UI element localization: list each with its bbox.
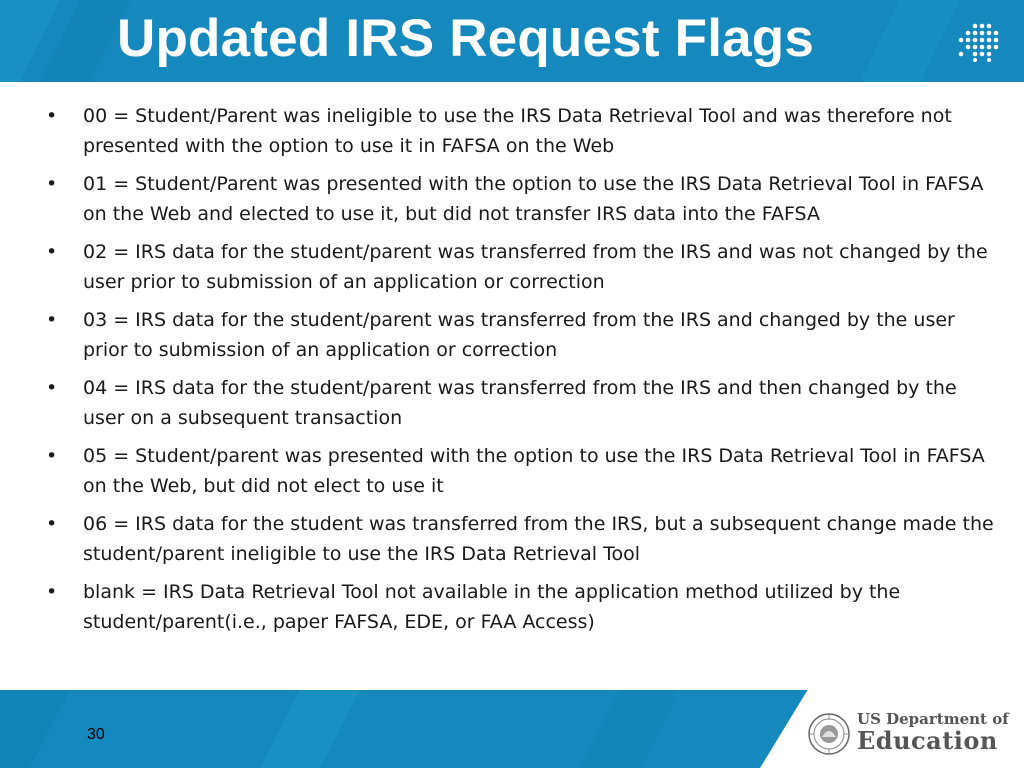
bullet-list: [46, 101, 994, 637]
page-number: 30: [87, 726, 105, 743]
bullet-item: [46, 373, 994, 433]
bullet-item: [46, 101, 994, 161]
bullet-text: 00 = Student/Parent was ineligible to use the IRS Data Retrieval Tool and was therefore not presented with the option to use it in FAFSA on the Web: [83, 105, 952, 157]
bullet-item: [46, 237, 994, 297]
bullet-marker: •: [46, 513, 58, 535]
bullet-text: blank = IRS Data Retrieval Tool not available in the application method utilized by the student/parent(i.e., paper FAFSA, EDE, or FAA Access): [83, 581, 901, 633]
slide-title: Updated IRS Request Flags: [117, 9, 815, 68]
bullet-marker: •: [46, 309, 58, 331]
dot-grid-icon: [955, 22, 1001, 62]
department-logo: [857, 710, 1009, 754]
bullet-marker: •: [46, 105, 58, 127]
header-bar: [0, 0, 1024, 82]
bullet-marker: •: [46, 581, 58, 603]
bullet-text: 01 = Student/Parent was presented with the option to use the IRS Data Retrieval Tool in FAFSA on the Web and elected to use it, but did not transfer IRS data into the FAFSA: [83, 173, 984, 225]
logo-line-1: US Department of: [857, 710, 1009, 728]
bullet-item: [46, 509, 994, 569]
bullet-item: [46, 441, 994, 501]
logo-line-2: Education: [857, 726, 998, 755]
bullet-text: 04 = IRS data for the student/parent was transferred from the IRS and then changed by the user on a subsequent transaction: [83, 377, 957, 429]
bullet-item: [46, 305, 994, 365]
bullet-text: 03 = IRS data for the student/parent was transferred from the IRS and changed by the user prior to submission of an application or correction: [83, 309, 955, 361]
bullet-text: 05 = Student/parent was presented with the option to use the IRS Data Retrieval Tool in FAFSA on the Web, but did not elect to use it: [83, 445, 985, 497]
department-seal-icon: [808, 713, 850, 755]
bullet-marker: •: [46, 173, 58, 195]
bullet-marker: •: [46, 377, 58, 399]
bullet-item: [46, 169, 994, 229]
bullet-item: [46, 577, 994, 637]
slide-content: [46, 101, 994, 645]
bullet-text: 02 = IRS data for the student/parent was transferred from the IRS and was not changed by the user prior to submission of an application or correction: [83, 241, 988, 293]
bullet-marker: •: [46, 241, 58, 263]
bullet-text: 06 = IRS data for the student was transferred from the IRS, but a subsequent change made the student/parent ineligible to use the IRS Data Retrieval Tool: [83, 513, 994, 565]
bullet-marker: •: [46, 445, 58, 467]
